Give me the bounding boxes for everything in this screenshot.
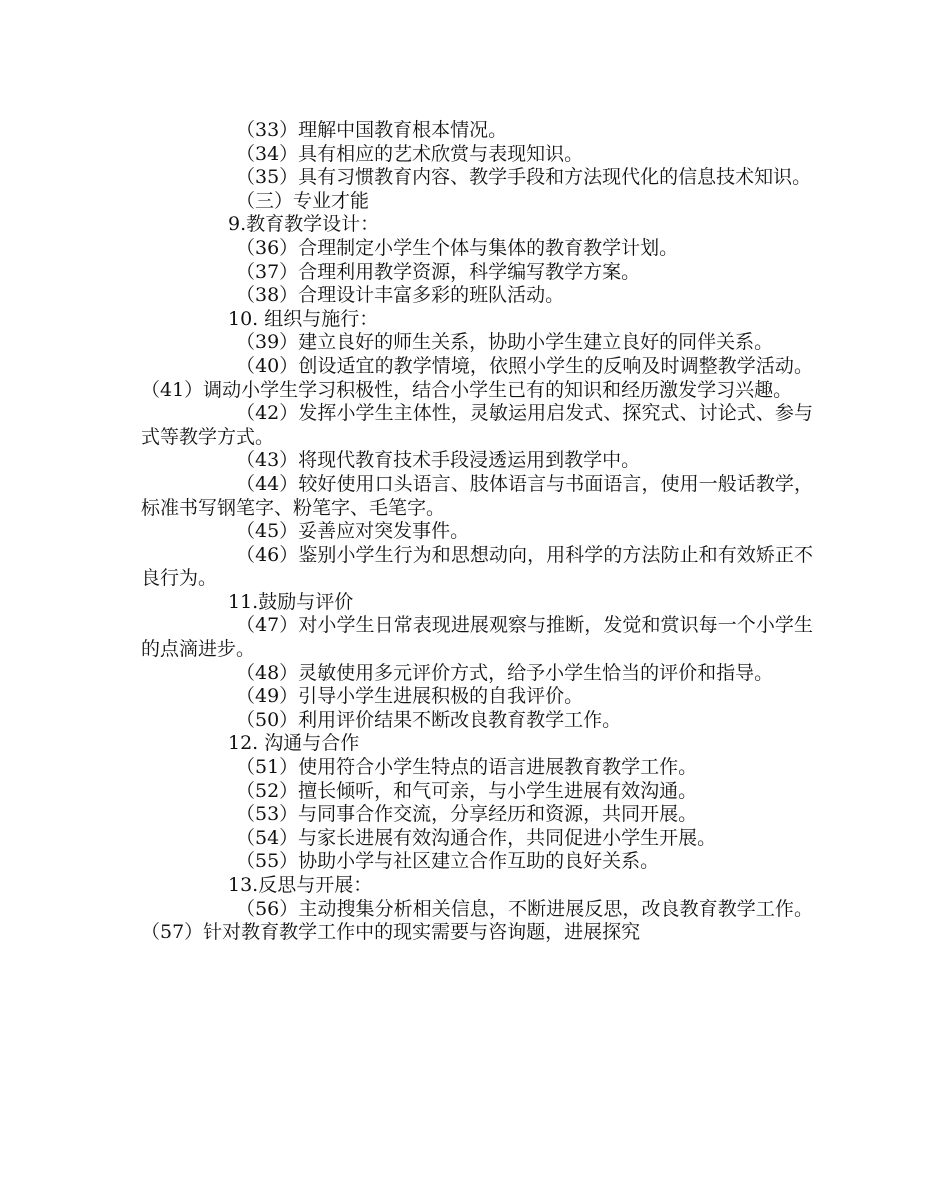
section-heading-3: （三）专业才能 — [236, 189, 370, 212]
paragraph-44: （44）较好使用口头语言、肢体语言与书面语言，使用一般话教学，标准书写钢笔字、粉笔字、毛笔字。 — [141, 472, 813, 519]
paragraph-39: （39）建立良好的师生关系，协助小学生建立良好的同伴关系。 — [236, 331, 774, 354]
heading-11: 11.鼓励与评价 — [228, 590, 354, 613]
heading-13: 13.反思与开展： — [228, 874, 373, 896]
heading-12: 12. 沟通与合作 — [228, 732, 360, 755]
paragraph-43: （43）将现代教育技术手段浸透运用到教学中。 — [236, 449, 641, 472]
paragraph-53: （53）与同事合作交流，分享经历和资源，共同开展。 — [236, 803, 698, 826]
paragraph-36: （36）合理制定小学生个体与集体的教育教学计划。 — [236, 236, 679, 259]
paragraph-47: （47）对小学生日常表现进展观察与推断，发觉和赏识每一个小学生的点滴进步。 — [141, 614, 813, 661]
paragraph-54: （54）与家长进展有效沟通合作，共同促进小学生开展。 — [236, 826, 717, 849]
paragraph-49: （49）引导小学生进展积极的自我评价。 — [236, 685, 584, 708]
paragraph-56-57: （56）主动搜集分析相关信息，不断进展反思，改良教育教学工作。（57）针对教育教学工作中的现实需要与咨询题，进展探究 — [141, 897, 813, 944]
heading-9: 9.教育教学设计： — [228, 213, 380, 236]
paragraph-37: （37）合理利用教学资源，科学编写教学方案。 — [236, 260, 641, 283]
paragraph-34: （34）具有相应的艺术欣赏与表现知识。 — [236, 142, 584, 165]
paragraph-35: （35）具有习惯教育内容、教学手段和方法现代化的信息技术知识。 — [236, 166, 812, 189]
paragraph-33: （33）理解中国教育根本情况。 — [236, 119, 508, 141]
paragraph-45: （45）妥善应对突发事件。 — [236, 520, 470, 543]
paragraph-48: （48）灵敏使用多元评价方式，给予小学生恰当的评价和指导。 — [236, 661, 774, 684]
paragraph-50: （50）利用评价结果不断改良教育教学工作。 — [236, 708, 622, 731]
paragraph-52: （52）擅长倾听，和气可亲，与小学生进展有效沟通。 — [236, 779, 698, 802]
paragraph-46: （46）鉴别小学生行为和思想动向，用科学的方法防止和有效矫正不良行为。 — [141, 543, 813, 590]
paragraph-51: （51）使用符合小学生特点的语言进展教育教学工作。 — [236, 756, 698, 779]
paragraph-42: （42）发挥小学生主体性，灵敏运用启发式、探究式、讨论式、参与式等教学方式。 — [141, 402, 813, 448]
paragraph-55: （55）协助小学与社区建立合作互助的良好关系。 — [236, 850, 660, 873]
heading-10: 10. 组织与施行： — [228, 307, 379, 330]
document-page — [141, 119, 813, 945]
paragraph-38: （38）合理设计丰富多彩的班队活动。 — [236, 284, 565, 307]
paragraph-40-41: （40）创设适宜的教学情境，依照小学生的反响及时调整教学活动。（41）调动小学生学习积极性，结合小学生已有的知识和经历激发学习兴趣。 — [141, 354, 813, 401]
